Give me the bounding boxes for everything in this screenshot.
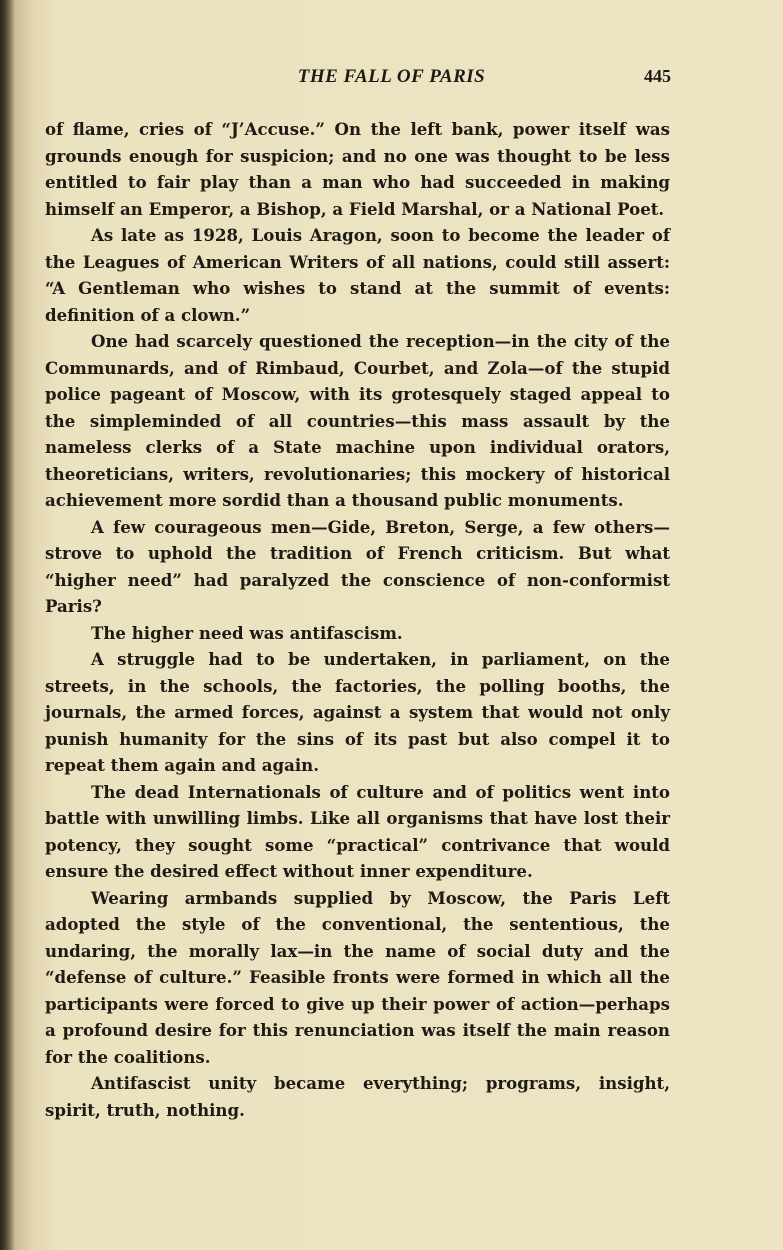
paragraph: of flame, cries of “J’Accuse.” On the left bank, power itself was grounds enough for suspicion; and no one was thought to be less entitled to fair play than a man who had succeeded in making himself an Emperor, a Bishop, a Field Marshal, or a National Poet. <box>45 119 670 219</box>
paragraph: One had scarcely questioned the reception—in the city of the Communards, and of Rimbaud, Courbet, and Zola—of the stupid police pageant of Moscow, with its grotesquely staged appeal to the simpleminded of all countries—this mass assault by the nameless clerks of a State machine upon individual orators, theoreticians, writers, revolutionaries; this mockery of historical achievement more sordid than a thousand public monuments. <box>45 331 670 510</box>
paragraph: The higher need was antifascism. <box>91 622 403 643</box>
paragraph: A few courageous men—Gide, Breton, Serge, a few others—strove to uphold the tradition of French criticism. But what “higher need” had paralyzed the conscience of non-conformist Paris? <box>45 516 670 616</box>
paragraph: A struggle had to be undertaken, in parliament, on the streets, in the schools, the factories, the polling booths, the journals, the armed forces, against a system that would not only punish humanity for the sins of its past but also compel it to repeat them again and again. <box>45 649 670 775</box>
binding-shadow <box>0 0 14 1250</box>
page-header <box>0 66 783 90</box>
running-title: THE FALL OF PARIS <box>297 66 486 87</box>
paragraph: Wearing armbands supplied by Moscow, the Paris Left adopted the style of the conventional, the sententious, the undaring, the morally lax—in the name of social duty and the “defense of culture.” Feasible fronts were formed in which all the participants were forced to give up their power of action—perhaps a profound desire for this renunciation was itself the main reason for the coalitions. <box>45 887 670 1067</box>
paragraph: The dead Internationals of culture and of politics went into battle with unwilling limbs. Like all organisms that have lost their potency, they sought some “practical” contrivance that would ensure the desired effect without inner expenditure. <box>45 781 670 881</box>
paragraph: Antifascist unity became everything; programs, insight, spirit, truth, nothing. <box>45 1073 670 1120</box>
body-text <box>45 116 670 1123</box>
paragraph: As late as 1928, Louis Aragon, soon to become the leader of the Leagues of American Writers of all nations, could still assert: “A Gentleman who wishes to stand at the summit of events: definition of a clown.” <box>45 225 670 325</box>
page-number: 445 <box>644 66 671 86</box>
